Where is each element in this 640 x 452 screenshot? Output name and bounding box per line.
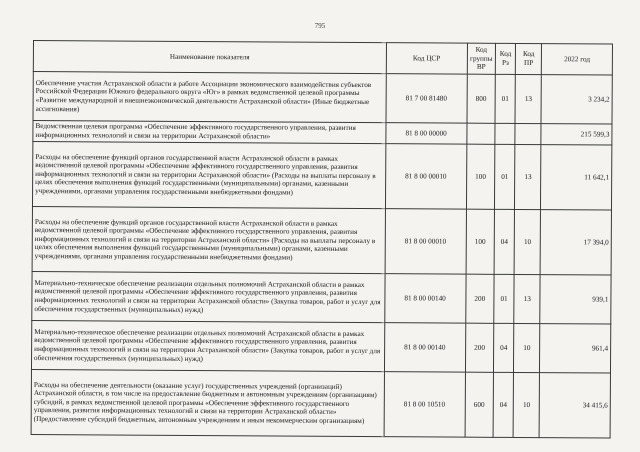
row-vr: 800: [467, 74, 496, 123]
row-rz: 01: [495, 144, 515, 209]
header-name: Наименование показателя: [33, 41, 386, 74]
row-name: Расходы на обеспечение функций органов государственной власти Астраханской области в рамках ведомственной целевой программы «Обеспечение эффективного государственного управления, развития информационных технологий и связи на территории Астраханской области» (Расходы на выплаты персоналу в целях обеспечения выполнения функций государственными (муниципальными) органами, казенными учреждениями, органами управления государственными внебюджетными фондами): [32, 206, 385, 273]
row-sum: 961,4: [540, 324, 611, 373]
table-row: [33, 72, 612, 125]
row-rz: 01: [494, 274, 514, 323]
budget-table: [31, 40, 613, 439]
header-rz: Код Рз: [495, 43, 515, 74]
row-sum: 34 415,6: [540, 373, 611, 438]
row-name: Материально-техническое обеспечение реализации отдельных полномочий Астраханской области в рамках ведомственной целевой программы «Обеспечение эффективного государственного управления, развития информационных технологий и связи на территории Астраханской области» (Закупка товаров, работ и услуг для обеспечения государственных (муниципальных) нужд): [32, 271, 385, 322]
page-number: 795: [314, 22, 326, 30]
row-sum: 215 599,3: [541, 124, 612, 145]
row-name: Ведомственная целевая программа «Обеспечение эффективного государственного управления, развития информационных технологий и связи на территории Астраханской области»: [33, 121, 386, 144]
row-rz: [495, 123, 515, 144]
header-csr: Код ЦСР: [386, 43, 467, 74]
row-sum: 17 394,0: [541, 210, 612, 275]
row-name: Обеспечение участия Астраханской области в работе Ассоциации экономического взаимодействия субъектов Российской Федерации Южного федерального округа «Юг» в рамках ведомственной целевой программы «Развитие международной и внешнеэкономической деятельности Астраханской области» (Иные бюджетные ассигнования): [33, 72, 386, 123]
row-vr: 100: [466, 144, 495, 209]
row-vr: 200: [465, 274, 494, 323]
table-row: [32, 142, 611, 211]
row-rz: 04: [494, 323, 514, 372]
row-pr: 10: [513, 372, 540, 437]
table-row: [31, 320, 610, 373]
row-csr: 81 8 00 00140: [384, 274, 465, 323]
row-csr: 81 8 00 00000: [386, 123, 467, 144]
row-vr: 200: [465, 323, 494, 372]
table-row: [31, 369, 610, 438]
row-rz: 01: [495, 74, 515, 123]
header-year: 2022 год: [542, 44, 613, 75]
row-pr: 13: [515, 144, 542, 209]
row-pr: [515, 123, 541, 144]
row-csr: 81 8 00 10510: [384, 372, 465, 437]
row-pr: 10: [514, 323, 541, 372]
row-csr: 81 7 00 81480: [386, 74, 467, 123]
row-sum: 939,1: [540, 275, 611, 324]
header-vr: Код группы ВР: [467, 43, 496, 74]
row-csr: 81 8 00 00140: [384, 323, 465, 372]
row-name: Материально-техническое обеспечение реализации отдельных полномочий Астраханской области в рамках ведомственной целевой программы «Обеспечение эффективного государственного управления, развития информационных технологий и связи на территории Астраханской области» (Закупка товаров, работ и услуг для обеспечения государственных (муниципальных) нужд): [31, 320, 384, 371]
row-csr: 81 8 00 00010: [385, 209, 466, 274]
row-vr: [467, 123, 496, 144]
row-rz: 04: [494, 209, 514, 274]
row-csr: 81 8 00 00010: [385, 144, 466, 209]
row-vr: 600: [465, 372, 494, 437]
row-pr: 10: [514, 209, 541, 274]
row-pr: 13: [515, 74, 542, 123]
header-pr: Код ПР: [515, 43, 542, 74]
table-header-row: [33, 41, 612, 76]
row-rz: 04: [493, 372, 513, 437]
row-name: Расходы на обеспечение функций органов государственной власти Астраханской области в рамках ведомственной целевой программы «Обеспечение эффективного государственного управления, развития информационных технологий и связи на территории Астраханской области» (Расходы на выплаты персоналу в целях обеспечения выполнения функций государственными (муниципальными) органами, казенными учреждениями, органами управления государственными внебюджетными фондами): [32, 142, 385, 209]
row-pr: 13: [514, 274, 541, 323]
row-name: Расходы на обеспечение деятельности (оказание услуг) государственных учреждений (организаций) Астраханской области, в том числе на предоставление бюджетным и автономным учреждениям (организациям) субсидий, в рамках ведомственной целевой программы «Обеспечение эффективного государственного управления, развития информационных технологий и связи на территории Астраханской области» (Предоставление субсидий бюджетным, автономным учреждениям и иным некоммерческим организациям): [31, 369, 384, 436]
table-row: [32, 206, 611, 275]
row-vr: 100: [466, 209, 495, 274]
row-sum: 11 642,1: [541, 145, 612, 210]
table-row: [32, 271, 611, 324]
row-sum: 3 234,2: [541, 75, 612, 124]
